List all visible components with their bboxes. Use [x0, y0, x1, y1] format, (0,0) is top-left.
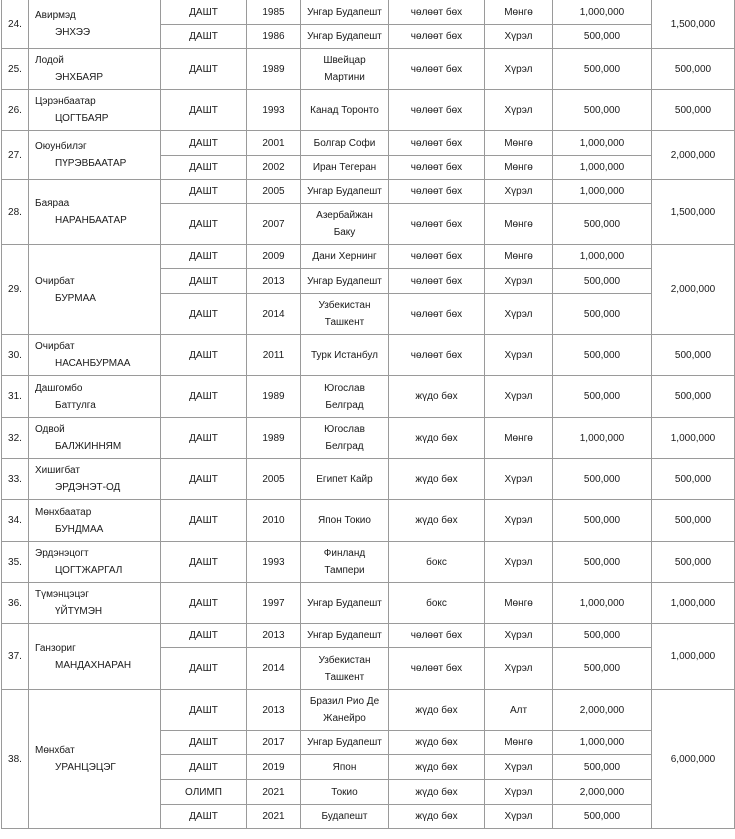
competition-year: 2005: [247, 180, 301, 204]
prize-amount: 2,000,000: [553, 690, 652, 731]
prize-amount: 500,000: [553, 90, 652, 131]
athlete-first-name: Мөнхбат: [35, 745, 75, 756]
athlete-name: [29, 459, 161, 500]
prize-amount: 1,000,000: [553, 583, 652, 624]
competition-location: [301, 25, 389, 49]
athlete-name: [29, 245, 161, 335]
location-line: Иран Тегеран: [312, 162, 377, 173]
location-line: Унгар Будапешт: [307, 31, 382, 42]
competition-type: ДАШТ: [161, 25, 247, 49]
prize-amount: 500,000: [553, 648, 652, 690]
competition-location: [301, 180, 389, 204]
medal: Мөнгө: [485, 731, 553, 755]
table-row: [2, 245, 735, 269]
athlete-first-name: Баяраа: [35, 198, 70, 209]
medal: Мөнгө: [485, 245, 553, 269]
competition-year: 2013: [247, 624, 301, 648]
athlete-first-name: Цэрэнбаатар: [35, 96, 96, 107]
competition-location: [301, 624, 389, 648]
competition-type: ДАШТ: [161, 294, 247, 335]
athlete-name: [29, 500, 161, 542]
prize-amount: 500,000: [553, 49, 652, 90]
prize-amount: 500,000: [553, 500, 652, 542]
sport: жүдо бөх: [389, 805, 485, 829]
location-line: Мартини: [324, 72, 365, 83]
row-number: 26.: [2, 90, 29, 131]
sport: чөлөөт бөх: [389, 294, 485, 335]
total-amount: 1,000,000: [652, 583, 735, 624]
medal: Хүрэл: [485, 805, 553, 829]
competition-type: ДАШТ: [161, 269, 247, 294]
competition-type: ДАШТ: [161, 583, 247, 624]
competition-year: 2019: [247, 755, 301, 780]
medal: Хүрэл: [485, 25, 553, 49]
competition-type: ДАШТ: [161, 245, 247, 269]
competition-location: [301, 500, 389, 542]
athlete-first-name: Очирбат: [35, 341, 75, 352]
row-number: 25.: [2, 49, 29, 90]
medal: Мөнгө: [485, 204, 553, 245]
athlete-last-name: БУНДМАА: [55, 523, 104, 535]
sport: бокс: [389, 583, 485, 624]
row-number: 35.: [2, 542, 29, 583]
competition-type: ДАШТ: [161, 49, 247, 90]
total-amount: 500,000: [652, 49, 735, 90]
location-line: Финланд: [323, 548, 366, 559]
location-line: Югослав: [324, 382, 365, 394]
prize-amount: 500,000: [553, 294, 652, 335]
sport: бокс: [389, 542, 485, 583]
competition-location: [301, 805, 389, 829]
sport: чөлөөт бөх: [389, 90, 485, 131]
competition-location: [301, 294, 389, 335]
medal: Хүрэл: [485, 648, 553, 690]
location-line: Баку: [333, 227, 356, 238]
prize-amount: 1,000,000: [553, 180, 652, 204]
row-number: 36.: [2, 583, 29, 624]
location-line: Тампери: [324, 565, 365, 576]
total-amount: 1,000,000: [652, 624, 735, 690]
competition-type: ДАШТ: [161, 180, 247, 204]
prize-amount: 2,000,000: [553, 780, 652, 805]
athlete-name: [29, 49, 161, 90]
sport: чөлөөт бөх: [389, 49, 485, 90]
competition-location: [301, 0, 389, 25]
athlete-first-name: Дашгомбо: [35, 382, 83, 394]
sport: жүдо бөх: [389, 755, 485, 780]
competition-location: [301, 459, 389, 500]
medal: Хүрэл: [485, 269, 553, 294]
medal: Мөнгө: [485, 131, 553, 156]
competition-year: 1993: [247, 90, 301, 131]
competition-type: ДАШТ: [161, 542, 247, 583]
athlete-last-name: БАЛЖИННЯМ: [55, 441, 122, 452]
total-amount: 1,500,000: [652, 0, 735, 49]
competition-location: [301, 269, 389, 294]
total-amount: 2,000,000: [652, 131, 735, 180]
sport: жүдо бөх: [389, 376, 485, 418]
prize-amount: 1,000,000: [553, 131, 652, 156]
sport: жүдо бөх: [389, 690, 485, 731]
prize-amount: 1,000,000: [553, 156, 652, 180]
medal: Хүрэл: [485, 90, 553, 131]
competition-type: ДАШТ: [161, 418, 247, 459]
total-amount: 1,500,000: [652, 180, 735, 245]
athlete-last-name: ЦОГТЖАРГАЛ: [55, 565, 123, 576]
competition-type: ДАШТ: [161, 0, 247, 25]
athlete-first-name: Одвой: [35, 424, 65, 435]
competition-year: 1989: [247, 376, 301, 418]
prize-amount: 1,000,000: [553, 731, 652, 755]
athlete-last-name: ЦОГТБАЯР: [55, 113, 109, 124]
table-row: [2, 0, 735, 25]
competition-type: ДАШТ: [161, 204, 247, 245]
table-row: [2, 180, 735, 204]
athlete-name: [29, 180, 161, 245]
table-row: [2, 624, 735, 648]
table-row: [2, 49, 735, 90]
competition-year: 1985: [247, 0, 301, 25]
prize-amount: 1,000,000: [553, 418, 652, 459]
competition-location: [301, 245, 389, 269]
medal: Хүрэл: [485, 624, 553, 648]
athlete-name: [29, 0, 161, 49]
location-line: Унгар Будапешт: [307, 6, 382, 18]
total-amount: 500,000: [652, 376, 735, 418]
sport: жүдо бөх: [389, 731, 485, 755]
prize-amount: 500,000: [553, 376, 652, 418]
table-row: [2, 376, 735, 418]
location-line: Белград: [325, 399, 364, 411]
athlete-last-name: МАНДАХНАРАН: [55, 659, 132, 671]
athlete-name: [29, 690, 161, 829]
athlete-last-name: УРАНЦЭЦЭГ: [55, 762, 116, 773]
medal: Хүрэл: [485, 780, 553, 805]
location-line: Азербайжан: [316, 210, 373, 221]
competition-type: ДАШТ: [161, 156, 247, 180]
competition-location: [301, 780, 389, 805]
row-number: 28.: [2, 180, 29, 245]
total-amount: 500,000: [652, 542, 735, 583]
competition-location: [301, 583, 389, 624]
sport: чөлөөт бөх: [389, 648, 485, 690]
athlete-name: [29, 90, 161, 131]
sport: чөлөөт бөх: [389, 156, 485, 180]
sport: чөлөөт бөх: [389, 131, 485, 156]
prize-amount: 500,000: [553, 335, 652, 376]
medal: Хүрэл: [485, 755, 553, 780]
location-line: Унгар Будапешт: [307, 597, 382, 609]
sport: чөлөөт бөх: [389, 335, 485, 376]
row-number: 29.: [2, 245, 29, 335]
competition-year: 2021: [247, 780, 301, 805]
competition-location: [301, 131, 389, 156]
prize-amount: 500,000: [553, 542, 652, 583]
sport: чөлөөт бөх: [389, 0, 485, 25]
location-line: Токио: [331, 786, 358, 798]
total-amount: 6,000,000: [652, 690, 735, 829]
competition-year: 2005: [247, 459, 301, 500]
competition-location: [301, 648, 389, 690]
competition-year: 1986: [247, 25, 301, 49]
competition-type: ДАШТ: [161, 335, 247, 376]
table-body: [2, 0, 735, 829]
medal: Мөнгө: [485, 0, 553, 25]
location-line: Ташкент: [324, 671, 365, 683]
sport: чөлөөт бөх: [389, 180, 485, 204]
location-line: Япон Токио: [318, 515, 371, 526]
competition-year: 1997: [247, 583, 301, 624]
medal: Хүрэл: [485, 49, 553, 90]
competition-type: ДАШТ: [161, 376, 247, 418]
athlete-name: [29, 335, 161, 376]
prize-amount: 500,000: [553, 269, 652, 294]
table-row: [2, 90, 735, 131]
awards-table: [1, 0, 735, 829]
competition-location: [301, 156, 389, 180]
athlete-first-name: Мөнхбаатар: [35, 506, 92, 518]
athlete-last-name: Баттулга: [55, 399, 96, 411]
competition-year: 2013: [247, 690, 301, 731]
competition-type: ДАШТ: [161, 755, 247, 780]
competition-year: 1989: [247, 49, 301, 90]
athlete-last-name: ҮЙТҮМЭН: [55, 606, 103, 617]
medal: Мөнгө: [485, 418, 553, 459]
competition-type: ДАШТ: [161, 500, 247, 542]
athlete-name: [29, 131, 161, 180]
location-line: Болгар Софи: [313, 137, 376, 149]
location-line: Ташкент: [324, 317, 365, 328]
table-row: [2, 690, 735, 731]
medal: Хүрэл: [485, 335, 553, 376]
table-row: [2, 500, 735, 542]
athlete-first-name: Түмэнцэцэг: [35, 589, 89, 600]
location-line: Турк Истанбул: [310, 349, 378, 361]
competition-year: 2011: [247, 335, 301, 376]
competition-year: 2001: [247, 131, 301, 156]
athlete-first-name: Авирмэд: [35, 10, 76, 21]
competition-type: ДАШТ: [161, 731, 247, 755]
athlete-first-name: Эрдэнэцогт: [35, 548, 89, 559]
athlete-last-name: ЭНХЭЭ: [55, 27, 91, 38]
competition-location: [301, 49, 389, 90]
competition-year: 2017: [247, 731, 301, 755]
location-line: Узбекистан: [318, 654, 371, 666]
location-line: Египет Кайр: [316, 473, 373, 485]
competition-type: ДАШТ: [161, 624, 247, 648]
medal: Хүрэл: [485, 459, 553, 500]
location-line: Унгар Будапешт: [307, 737, 382, 748]
prize-amount: 1,000,000: [553, 0, 652, 25]
location-line: Югослав: [324, 424, 365, 435]
competition-year: 2010: [247, 500, 301, 542]
location-line: Канад Торонто: [310, 104, 379, 116]
competition-location: [301, 542, 389, 583]
competition-location: [301, 755, 389, 780]
sport: жүдо бөх: [389, 459, 485, 500]
athlete-last-name: ЭРДЭНЭТ-ОД: [55, 482, 121, 493]
row-number: 37.: [2, 624, 29, 690]
medal: Хүрэл: [485, 542, 553, 583]
competition-year: 2014: [247, 648, 301, 690]
location-line: Белград: [325, 441, 364, 452]
competition-year: 1989: [247, 418, 301, 459]
competition-type: ДАШТ: [161, 690, 247, 731]
athlete-name: [29, 542, 161, 583]
sport: чөлөөт бөх: [389, 245, 485, 269]
sport: чөлөөт бөх: [389, 269, 485, 294]
competition-type: ОЛИМП: [161, 780, 247, 805]
athlete-name: [29, 624, 161, 690]
athlete-name: [29, 418, 161, 459]
athlete-name: [29, 376, 161, 418]
competition-year: 2009: [247, 245, 301, 269]
medal: Хүрэл: [485, 376, 553, 418]
total-amount: 1,000,000: [652, 418, 735, 459]
total-amount: 500,000: [652, 500, 735, 542]
athlete-last-name: БУРМАА: [55, 292, 96, 304]
athlete-first-name: Лодой: [35, 55, 64, 66]
sport: чөлөөт бөх: [389, 204, 485, 245]
table-row: [2, 335, 735, 376]
athlete-last-name: ПҮРЭВБААТАР: [55, 158, 127, 169]
total-amount: 500,000: [652, 459, 735, 500]
competition-year: 2007: [247, 204, 301, 245]
prize-amount: 500,000: [553, 624, 652, 648]
competition-year: 2013: [247, 269, 301, 294]
medal: Алт: [485, 690, 553, 731]
competition-location: [301, 418, 389, 459]
total-amount: 2,000,000: [652, 245, 735, 335]
prize-amount: 500,000: [553, 459, 652, 500]
sport: жүдо бөх: [389, 780, 485, 805]
row-number: 34.: [2, 500, 29, 542]
competition-year: 2014: [247, 294, 301, 335]
prize-amount: 500,000: [553, 805, 652, 829]
location-line: Япон: [332, 761, 357, 773]
prize-amount: 500,000: [553, 25, 652, 49]
medal: Мөнгө: [485, 583, 553, 624]
competition-location: [301, 204, 389, 245]
row-number: 33.: [2, 459, 29, 500]
medal: Мөнгө: [485, 156, 553, 180]
table-row: [2, 583, 735, 624]
table-row: [2, 459, 735, 500]
table-row: [2, 542, 735, 583]
competition-year: 2021: [247, 805, 301, 829]
sport: чөлөөт бөх: [389, 624, 485, 648]
location-line: Узбекистан: [318, 300, 371, 311]
total-amount: 500,000: [652, 335, 735, 376]
competition-location: [301, 376, 389, 418]
row-number: 38.: [2, 690, 29, 829]
table-row: [2, 131, 735, 156]
location-line: Будапешт: [321, 811, 368, 822]
athlete-first-name: Оюунбилэг: [35, 141, 87, 152]
location-line: Дани Хернинг: [312, 251, 377, 262]
competition-year: 1993: [247, 542, 301, 583]
location-line: Швейцар: [323, 55, 366, 66]
athlete-first-name: Хишигбат: [35, 465, 80, 476]
competition-type: ДАШТ: [161, 805, 247, 829]
competition-location: [301, 90, 389, 131]
total-amount: 500,000: [652, 90, 735, 131]
competition-year: 2002: [247, 156, 301, 180]
table-row: [2, 418, 735, 459]
competition-location: [301, 731, 389, 755]
sport: жүдо бөх: [389, 418, 485, 459]
medal: Хүрэл: [485, 180, 553, 204]
medal: Хүрэл: [485, 294, 553, 335]
athlete-name: [29, 583, 161, 624]
competition-type: ДАШТ: [161, 131, 247, 156]
athlete-last-name: НАСАНБУРМАА: [55, 358, 131, 369]
prize-amount: 500,000: [553, 755, 652, 780]
competition-type: ДАШТ: [161, 459, 247, 500]
location-line: Жанейро: [323, 713, 366, 724]
row-number: 27.: [2, 131, 29, 180]
athlete-first-name: Ганзориг: [35, 642, 76, 654]
competition-location: [301, 690, 389, 731]
prize-amount: 1,000,000: [553, 245, 652, 269]
athlete-last-name: НАРАНБААТАР: [55, 215, 127, 226]
sport: жүдо бөх: [389, 500, 485, 542]
competition-type: ДАШТ: [161, 648, 247, 690]
location-line: Унгар Будапешт: [307, 630, 382, 641]
location-line: Унгар Будапешт: [307, 275, 382, 287]
location-line: Бразил Рио Де: [309, 696, 380, 707]
competition-location: [301, 335, 389, 376]
row-number: 32.: [2, 418, 29, 459]
prize-amount: 500,000: [553, 204, 652, 245]
location-line: Унгар Будапешт: [307, 186, 382, 197]
competition-type: ДАШТ: [161, 90, 247, 131]
row-number: 24.: [2, 0, 29, 49]
athlete-first-name: Очирбат: [35, 275, 75, 287]
sport: чөлөөт бөх: [389, 25, 485, 49]
row-number: 30.: [2, 335, 29, 376]
medal: Хүрэл: [485, 500, 553, 542]
row-number: 31.: [2, 376, 29, 418]
athlete-last-name: ЭНХБАЯР: [55, 72, 103, 83]
